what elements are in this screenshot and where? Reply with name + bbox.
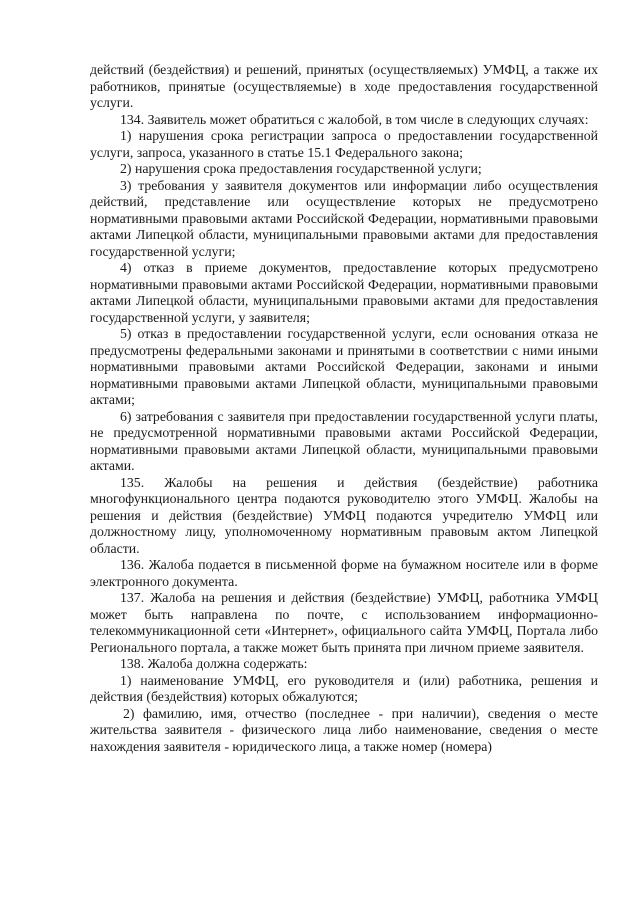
list-item-134-2: 2) нарушения срока предоставления государственной услуги; (120, 161, 482, 176)
paragraph-138: 138. Жалоба должна содержать: (120, 656, 308, 671)
paragraph-continuation: действий (бездействия) и решений, принятых (осуществляемых) УМФЦ, а также их работников, принятые (осуществляемые) в ходе предоставления государственной услуги. (90, 62, 598, 110)
paragraph-136: 136. Жалоба подается в письменной форме на бумажном носителе или в форме электронного документа. (90, 557, 598, 589)
list-item-134-5: 5) отказ в предоставлении государственной услуги, если основания отказа не предусмотрены федеральными законами и принятыми в соответствии с ними иными нормативными правовыми актами Российской Федерации, законами и иными нормативными правовыми актами Липецкой области, муниципальными правовыми актами; (90, 326, 598, 407)
paragraph-134: 134. Заявитель может обратиться с жалобой, в том числе в следующих случаях: (120, 111, 589, 127)
list-item-134-1: 1) нарушения срока регистрации запроса о предоставлении государственной услуги, запроса, указанного в статье 15.1 Федерального закона; (90, 128, 598, 160)
list-item-138-1: 1) наименование УМФЦ, его руководителя и (или) работника, решения и действия (бездействия) которых обжалуются; (90, 672, 598, 704)
list-item-134-4: 4) отказ в приеме документов, предоставление которых предусмотрено нормативными правовыми актами Российской Федерации, нормативными правовыми актами Липецкой области, муниципальными правовыми актами для предоставления государственной услуги, у заявителя; (90, 260, 598, 325)
document-body (90, 62, 598, 755)
list-item-138-2: 2) фамилию, имя, отчество (последнее - при наличии), сведения о месте жительства заявителя - физического лица либо наименование, сведения о месте нахождения заявителя - юридического лица, а также номер (номера) (90, 705, 598, 754)
paragraph-135: 135. Жалобы на решения и действия (бездействие) работника многофункционального центра подаются руководителю этого УМФЦ. Жалобы на решения и действия (бездействие) УМФЦ подаются учредителю УМФЦ или должностному лицу, уполномоченному нормативным правовым актом Липецкой области. (90, 474, 598, 556)
list-item-134-6: 6) затребования с заявителя при предоставлении государственной услуги платы, не предусмотренной нормативными правовыми актами Российской Федерации, нормативными правовыми актами Липецкой области, муниципальными правовыми актами. (90, 408, 598, 473)
list-item-134-3: 3) требования у заявителя документов или информации либо осуществления действий, представление или осуществление которых не предусмотрено нормативными правовыми актами Российской Федерации, нормативными правовыми актами Липецкой области, муниципальными правовыми актами для предоставления государственной услуги; (90, 177, 598, 259)
paragraph-137: 137. Жалоба на решения и действия (бездействие) УМФЦ, работника УМФЦ может быть направлена по почте, с использованием информационно-телекоммуникационной сети «Интернет», официального сайта УМФЦ, Портала либо Регионального портала, а также может быть принята при личном приеме заявителя. (90, 590, 598, 655)
